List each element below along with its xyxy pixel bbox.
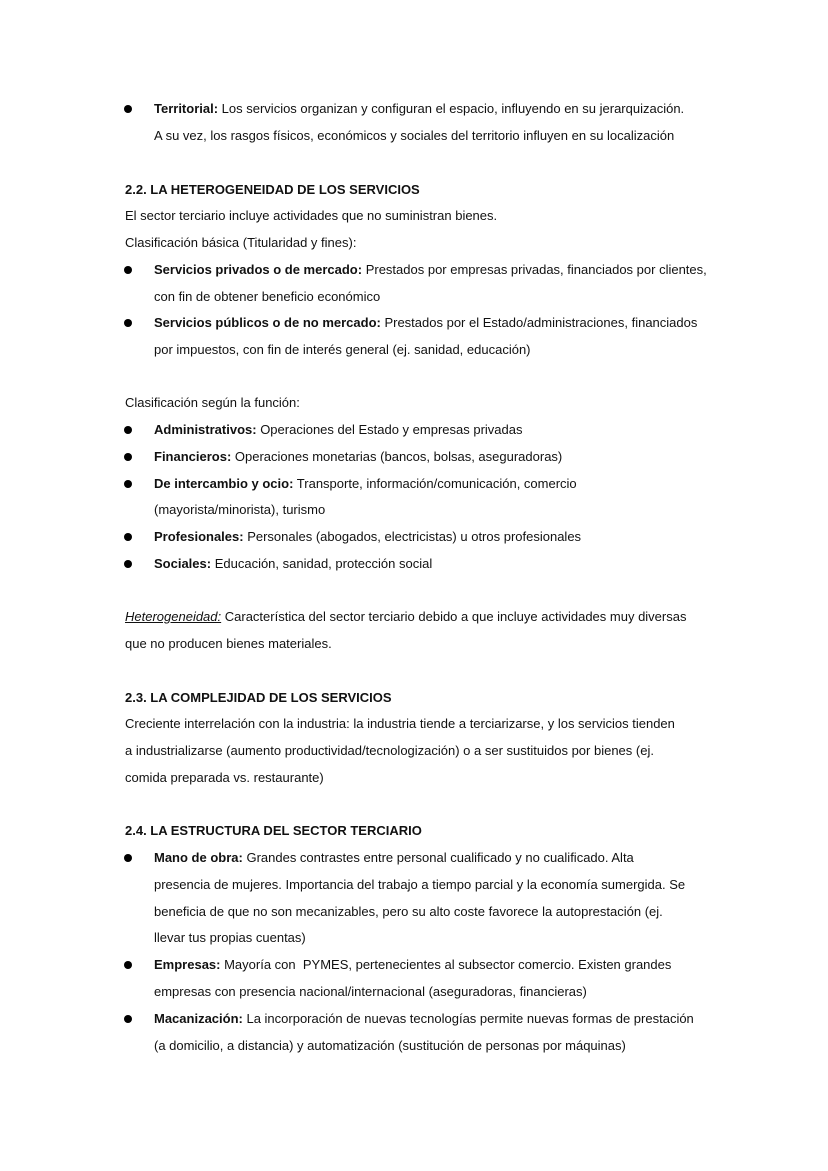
bullet-icon: [124, 560, 132, 568]
heterogeneidad-term: Heterogeneidad:: [125, 609, 222, 624]
list-item-continuation: empresas con presencia nacional/internacional (aseguradoras, financieras): [154, 984, 587, 999]
bullet-icon: [124, 105, 132, 113]
list-item-term: Administrativos:: [154, 422, 257, 437]
paragraph-line: El sector terciario incluye actividades que no suministran bienes.: [125, 208, 498, 223]
list-item-continuation: llevar tus propias cuentas): [154, 930, 306, 945]
bullet-icon: [124, 426, 132, 434]
list-item-financieros: [154, 448, 754, 466]
paragraph-line: Creciente interrelación con la industria: la industria tiende a terciarizarse, y los servicios tienden: [125, 716, 675, 731]
bullet-icon: [124, 854, 132, 862]
list-item-term: Servicios públicos o de no mercado:: [154, 315, 381, 330]
list-item-macanizacion: [154, 1010, 754, 1028]
bullet-icon: [124, 533, 132, 541]
list-item-text: Transporte, información/comunicación, comercio: [293, 476, 577, 491]
list-item-term: Profesionales:: [154, 529, 244, 544]
paragraph-line: comida preparada vs. restaurante): [125, 770, 324, 785]
paragraph-line: Clasificación básica (Titularidad y fines):: [125, 235, 357, 250]
list-item-term: Empresas:: [154, 957, 221, 972]
bullet-icon: [124, 319, 132, 327]
list-item-continuation: por impuestos, con fin de interés general (ej. sanidad, educación): [154, 342, 531, 357]
list-item-term: De intercambio y ocio:: [154, 476, 294, 491]
list-item-continuation: (mayorista/minorista), turismo: [154, 502, 326, 517]
list-item-text: Prestados por el Estado/administraciones, financiados: [380, 315, 698, 330]
list-item-continuation: beneficia de que no son mecanizables, pero su alto coste favorece la autoprestación (ej.: [154, 904, 663, 919]
territorial-text: Los servicios organizan y configuran el espacio, influyendo en su jerarquización.: [218, 101, 685, 116]
list-item-empresas: [154, 956, 754, 974]
list-item-text: La incorporación de nuevas tecnologías permite nuevas formas de prestación: [242, 1011, 694, 1026]
territorial-line-2: A su vez, los rasgos físicos, económicos y sociales del territorio influyen en su localización: [154, 128, 675, 143]
list-item-privados: [154, 261, 754, 279]
heterogeneidad-line-1: [125, 608, 725, 626]
list-item-publicos: [154, 314, 754, 332]
bullet-icon: [124, 266, 132, 274]
list-item-term: Mano de obra:: [154, 850, 243, 865]
heterogeneidad-line-2: que no producen bienes materiales.: [125, 636, 332, 651]
list-item-text: Operaciones del Estado y empresas privadas: [256, 422, 523, 437]
list-item-text: Grandes contrastes entre personal cualificado y no cualificado. Alta: [242, 850, 634, 865]
list-item-continuation: con fin de obtener beneficio económico: [154, 289, 381, 304]
list-item-sociales: [154, 555, 754, 573]
list-item-text: Personales (abogados, electricistas) u otros profesionales: [243, 529, 582, 544]
list-item-intercambio: [154, 475, 754, 493]
bullet-icon: [124, 1015, 132, 1023]
paragraph-line: Clasificación según la función:: [125, 395, 300, 410]
list-item-text: Operaciones monetarias (bancos, bolsas, aseguradoras): [231, 449, 563, 464]
list-item-text: Prestados por empresas privadas, financiados por clientes,: [362, 262, 707, 277]
list-item-text: Educación, sanidad, protección social: [211, 556, 433, 571]
list-item-term: Sociales:: [154, 556, 212, 571]
list-item-term: Servicios privados o de mercado:: [154, 262, 363, 277]
list-item-mano-de-obra: [154, 849, 754, 867]
list-item-administrativos: [154, 421, 754, 439]
list-item-continuation: presencia de mujeres. Importancia del trabajo a tiempo parcial y la economía sumergida. Se: [154, 877, 686, 892]
section-heading-2-4: 2.4. LA ESTRUCTURA DEL SECTOR TERCIARIO: [125, 823, 422, 838]
list-item-term: Macanización:: [154, 1011, 243, 1026]
paragraph-line: a industrializarse (aumento productividad/tecnologización) o a ser sustituidos por bienes (ej.: [125, 743, 654, 758]
bullet-icon: [124, 453, 132, 461]
list-item-continuation: (a domicilio, a distancia) y automatización (sustitución de personas por máquinas): [154, 1038, 626, 1053]
bullet-icon: [124, 961, 132, 969]
section-heading-2-3: 2.3. LA COMPLEJIDAD DE LOS SERVICIOS: [125, 690, 392, 705]
list-item-term: Financieros:: [154, 449, 232, 464]
territorial-line-1: [154, 100, 754, 118]
bullet-icon: [124, 480, 132, 488]
section-heading-2-2: 2.2. LA HETEROGENEIDAD DE LOS SERVICIOS: [125, 182, 420, 197]
list-item-profesionales: [154, 528, 754, 546]
list-item-text: Mayoría con PYMES, pertenecientes al subsector comercio. Existen grandes: [220, 957, 672, 972]
territorial-term: Territorial:: [154, 101, 219, 116]
heterogeneidad-text: Característica del sector terciario debido a que incluye actividades muy diversas: [221, 609, 687, 624]
